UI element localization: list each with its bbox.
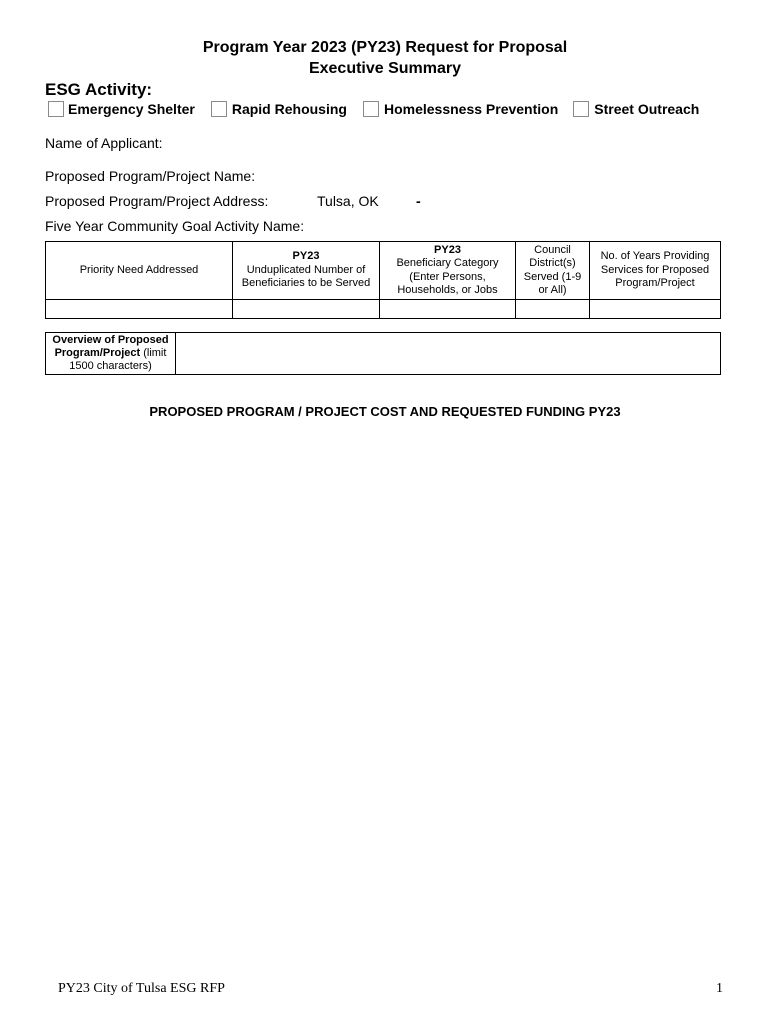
esg-activity-options <box>48 101 699 117</box>
header-beneficiary-category <box>380 242 516 300</box>
project-name-label: Proposed Program/Project Name: <box>45 168 256 184</box>
option-street-outreach[interactable] <box>573 101 699 117</box>
header-py23: PY23 <box>292 250 320 263</box>
years-providing-cell[interactable] <box>590 300 721 319</box>
option-homelessness-prevention[interactable] <box>363 101 558 117</box>
footer-text: PY23 City of Tulsa ESG RFP <box>58 981 225 996</box>
checkbox-homelessness-prevention[interactable] <box>363 101 379 117</box>
applicant-label: Name of Applicant: <box>45 135 163 151</box>
beneficiary-category-cell[interactable] <box>380 300 516 319</box>
project-address-label: Proposed Program/Project Address: <box>45 193 269 209</box>
overview-row <box>46 333 721 375</box>
project-address-city: Tulsa, OK <box>317 193 379 209</box>
overview-table <box>45 332 721 375</box>
title-line-2: Executive Summary <box>308 60 462 77</box>
checkbox-rapid-rehousing[interactable] <box>211 101 227 117</box>
checkbox-emergency-shelter[interactable] <box>48 101 64 117</box>
priority-need-table <box>45 241 721 319</box>
goal-activity-label: Five Year Community Goal Activity Name: <box>45 218 305 234</box>
overview-label-cell <box>46 333 176 375</box>
unduplicated-number-cell[interactable] <box>233 300 380 319</box>
cost-section-title: PROPOSED PROGRAM / PROJECT COST AND REQUESTED FUNDING PY23 <box>149 404 621 419</box>
option-rapid-rehousing[interactable] <box>211 101 347 117</box>
project-address-dash: - <box>416 193 421 209</box>
table-row <box>46 300 721 319</box>
council-district-cell[interactable] <box>516 300 590 319</box>
header-text: Unduplicated Number of Beneficiaries to be Served <box>241 263 371 290</box>
header-years-providing: No. of Years Providing Services for Proposed Program/Project <box>590 242 721 300</box>
table-header-row <box>46 242 721 300</box>
overview-input-cell[interactable] <box>176 333 721 375</box>
page-number: 1 <box>716 981 723 996</box>
option-label: Street Outreach <box>594 101 700 117</box>
checkbox-street-outreach[interactable] <box>573 101 589 117</box>
option-emergency-shelter[interactable] <box>48 101 195 117</box>
title-line-1: Program Year 2023 (PY23) Request for Proposal <box>202 39 568 56</box>
header-py23: PY23 <box>434 243 461 256</box>
header-council-district: Council District(s) Served (1-9 or All) <box>516 242 590 300</box>
overview-label: Overview of Proposed Program/Project <box>52 334 169 359</box>
overview-limit-note: (limit 1500 characters) <box>69 347 167 372</box>
priority-need-cell[interactable] <box>46 300 233 319</box>
header-priority-need: Priority Need Addressed <box>46 242 233 300</box>
header-unduplicated-number <box>233 242 380 300</box>
esg-activity-heading: ESG Activity: <box>45 80 153 99</box>
document-title <box>0 37 770 79</box>
option-label: Rapid Rehousing <box>231 101 347 117</box>
option-label: Emergency Shelter <box>68 101 195 117</box>
header-text: Beneficiary Category (Enter Persons, Households, or Jobs <box>396 257 499 296</box>
option-label: Homelessness Prevention <box>383 101 559 117</box>
